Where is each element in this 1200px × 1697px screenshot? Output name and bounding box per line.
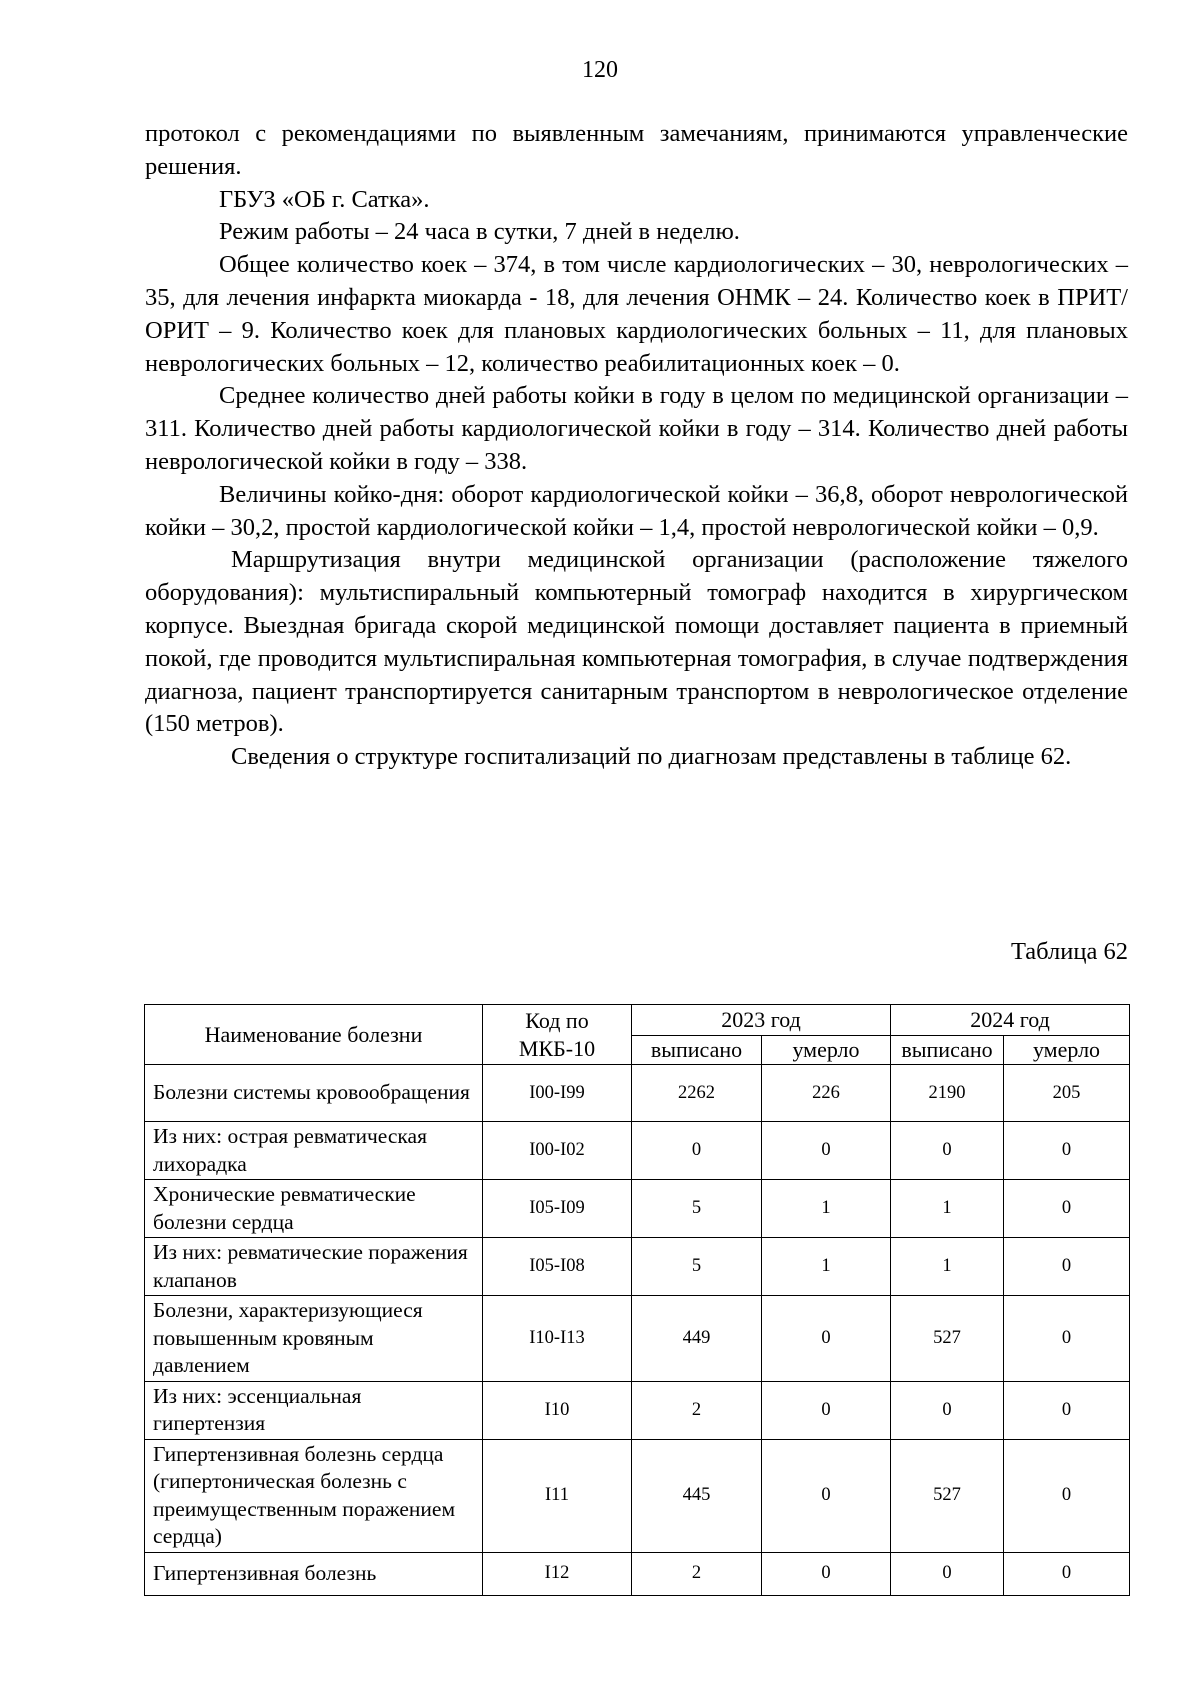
header-discharged-2024: выписано — [891, 1036, 1004, 1065]
disease-name: Гипертензивная болезнь — [145, 1552, 483, 1595]
discharged-2023: 5 — [632, 1238, 762, 1296]
died-2024: 205 — [1004, 1065, 1130, 1122]
discharged-2024: 0 — [891, 1122, 1004, 1180]
body-text — [145, 118, 1128, 774]
paragraph: Величины койко-дня: оборот кардиологической койки – 36,8, оборот неврологической койки – 30,2, простой кардиологической койки – 1,4, простой неврологической койки – 0,9. — [145, 480, 1128, 541]
died-2024: 0 — [1004, 1238, 1130, 1296]
discharged-2023: 2 — [632, 1552, 762, 1595]
died-2023: 0 — [762, 1552, 891, 1595]
table-caption: Таблица 62 — [1010, 938, 1128, 965]
table-row — [145, 1296, 1130, 1382]
died-2023: 0 — [762, 1122, 891, 1180]
died-2023: 1 — [762, 1238, 891, 1296]
icd-code: I10 — [483, 1381, 632, 1439]
died-2024: 0 — [1004, 1381, 1130, 1439]
paragraph: Общее количество коек – 374, в том числе кардиологических – 30, неврологических – 35, для лечения инфаркта миокарда - 18, для лечения ОНМК – 24. Количество коек в ПРИТ/ОРИТ – 9. Количество коек для плановых кардиологических больных – 11, для плановых неврологических больных – 12, количество реабилитационных коек – 0. — [145, 251, 1128, 377]
died-2023: 1 — [762, 1180, 891, 1238]
page-number: 120 — [582, 57, 618, 83]
paragraph: Среднее количество дней работы койки в году в целом по медицинской организации – 311. Количество дней работы кардиологической койки в году – 314. Количество дней работы неврологической койки в году – 338. — [145, 382, 1128, 475]
header-icd-code: Код по МКБ-10 — [483, 1005, 632, 1065]
paragraph: Режим работы – 24 часа в сутки, 7 дней в неделю. — [219, 218, 740, 246]
died-2024: 0 — [1004, 1122, 1130, 1180]
icd-code: I11 — [483, 1439, 632, 1552]
paragraph: протокол с рекомендациями по выявленным замечаниям, принимаются управленческие решения. — [145, 120, 1128, 180]
disease-name: Из них: острая ревматическая лихорадка — [145, 1122, 483, 1180]
disease-name: Болезни, характеризующиеся повышенным кровяным давлением — [145, 1296, 483, 1382]
table-row — [145, 1552, 1130, 1595]
discharged-2024: 1 — [891, 1180, 1004, 1238]
header-year-2024: 2024 год — [891, 1005, 1130, 1036]
table-row — [145, 1180, 1130, 1238]
table-row — [145, 1122, 1130, 1180]
discharged-2023: 449 — [632, 1296, 762, 1382]
died-2024: 0 — [1004, 1439, 1130, 1552]
header-year-2023: 2023 год — [632, 1005, 891, 1036]
discharged-2024: 0 — [891, 1381, 1004, 1439]
icd-code: I05-I08 — [483, 1238, 632, 1296]
header-died-2024: умерло — [1004, 1036, 1130, 1065]
table-row — [145, 1065, 1130, 1122]
disease-name: Хронические ревматические болезни сердца — [145, 1180, 483, 1238]
discharged-2023: 0 — [632, 1122, 762, 1180]
disease-name: Из них: ревматические поражения клапанов — [145, 1238, 483, 1296]
paragraph: ГБУЗ «ОБ г. Сатка». — [219, 185, 430, 213]
icd-code: I10-I13 — [483, 1296, 632, 1382]
discharged-2024: 0 — [891, 1552, 1004, 1595]
died-2024: 0 — [1004, 1296, 1130, 1382]
icd-code: I12 — [483, 1552, 632, 1595]
table-row — [145, 1439, 1130, 1552]
discharged-2024: 1 — [891, 1238, 1004, 1296]
died-2023: 0 — [762, 1296, 891, 1382]
disease-name: Из них: эссенциальная гипертензия — [145, 1381, 483, 1439]
paragraph: Маршрутизация внутри медицинской организации (расположение тяжелого оборудования): мультиспиральный компьютерный томограф находится в хирургическом корпусе. Выездная бригада скорой медицинской помощи доставляет пациента в приемный покой, где проводится мультиспиральная компьютерная томография, в случае подтверждения диагноза, пациент транспортируется санитарным транспортом в неврологическое отделение (150 метров). — [145, 546, 1128, 738]
discharged-2024: 527 — [891, 1296, 1004, 1382]
discharged-2023: 445 — [632, 1439, 762, 1552]
diagnosis-table — [144, 1004, 1130, 1596]
disease-name: Болезни системы кровообращения — [145, 1065, 483, 1122]
table-row — [145, 1238, 1130, 1296]
header-disease-name: Наименование болезни — [145, 1005, 483, 1065]
disease-name: Гипертензивная болезнь сердца (гипертоническая болезнь с преимущественным поражением сердца) — [145, 1439, 483, 1552]
discharged-2024: 2190 — [891, 1065, 1004, 1122]
discharged-2023: 2262 — [632, 1065, 762, 1122]
died-2023: 0 — [762, 1439, 891, 1552]
paragraph: Сведения о структуре госпитализаций по диагнозам представлены в таблице 62. — [231, 743, 1072, 771]
died-2023: 226 — [762, 1065, 891, 1122]
discharged-2023: 5 — [632, 1180, 762, 1238]
discharged-2023: 2 — [632, 1381, 762, 1439]
discharged-2024: 527 — [891, 1439, 1004, 1552]
icd-code: I00-I99 — [483, 1065, 632, 1122]
died-2023: 0 — [762, 1381, 891, 1439]
table-row — [145, 1381, 1130, 1439]
died-2024: 0 — [1004, 1552, 1130, 1595]
died-2024: 0 — [1004, 1180, 1130, 1238]
header-died-2023: умерло — [762, 1036, 891, 1065]
header-discharged-2023: выписано — [632, 1036, 762, 1065]
icd-code: I00-I02 — [483, 1122, 632, 1180]
icd-code: I05-I09 — [483, 1180, 632, 1238]
